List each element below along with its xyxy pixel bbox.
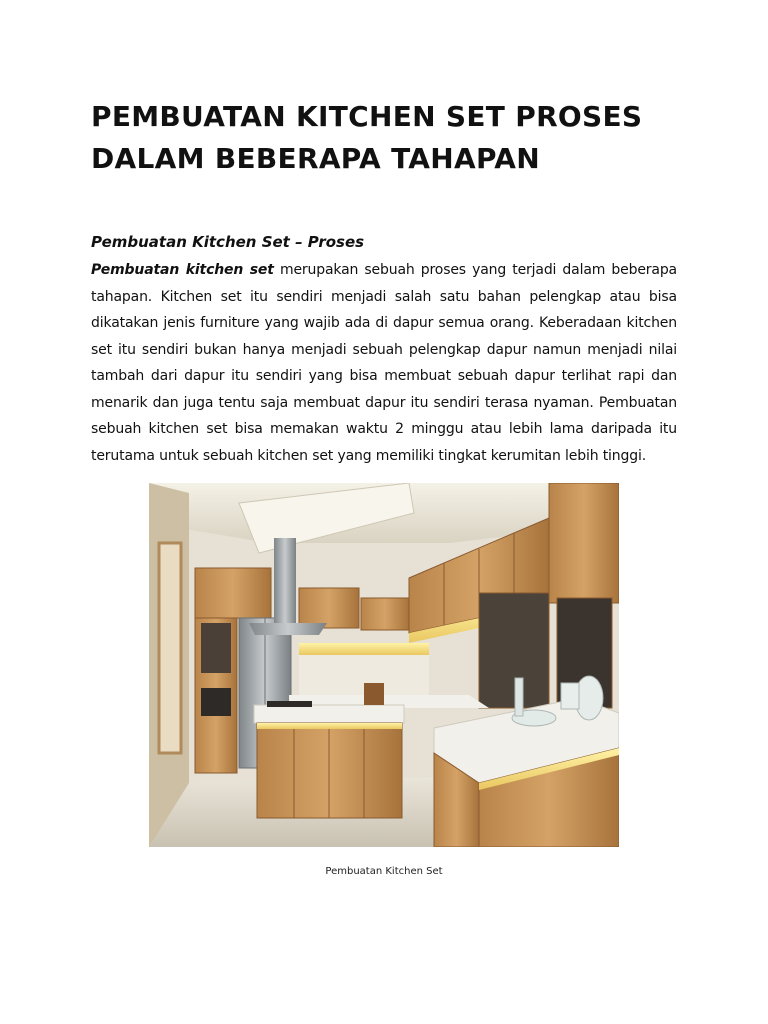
upper-left-cabinet bbox=[195, 568, 271, 618]
glass-cabinet bbox=[201, 623, 231, 673]
island-countertop bbox=[254, 705, 404, 723]
under-cabinet-light bbox=[299, 643, 429, 655]
tall-right-cabinet bbox=[549, 483, 619, 603]
glass-bottle bbox=[515, 678, 523, 716]
range-hood-chimney bbox=[274, 538, 296, 623]
page-title: PEMBUATAN KITCHEN SET PROSES DALAM BEBERAPA TAHAPAN bbox=[91, 100, 643, 175]
window bbox=[159, 543, 181, 753]
cooktop bbox=[267, 701, 312, 707]
paragraph-text: merupakan sebuah proses yang terjadi dalam beberapa tahapan. Kitchen set itu sendiri menjadi salah satu bahan pelengkap atau bisa dikatakan jenis furniture yang wajib ada di dapur semua orang. Keberadaan kitchen set itu sendiri bukan hanya menjadi sebuah pelengkap dapur namun menjadi nilai tambah dari dapur itu sendiri yang bisa membuat sebuah dapur terlihat rapi dan menarik dan juga tentu saja membuat dapur itu sendiri terasa nyaman. Pembuatan sebuah kitchen set bisa memakan waktu 2 minggu atau lebih lama daripada itu terutama untuk sebuah kitchen set yang memiliki tingkat kerumitan lebih tinggi. bbox=[91, 262, 677, 464]
range-hood bbox=[249, 623, 327, 635]
kitchen-set-photo bbox=[149, 483, 619, 847]
paragraph-lead: Pembuatan kitchen set bbox=[91, 262, 274, 278]
back-upper-cabinet bbox=[299, 588, 359, 628]
glass-door-cabinet bbox=[479, 593, 549, 708]
glass-jar bbox=[561, 683, 579, 709]
figure-caption: Pembuatan Kitchen Set bbox=[325, 866, 443, 877]
built-in-oven bbox=[201, 688, 231, 716]
section-heading: Pembuatan Kitchen Set – Proses bbox=[91, 233, 365, 251]
body-paragraph bbox=[91, 257, 677, 469]
kitchen-illustration bbox=[149, 483, 619, 847]
knife-block bbox=[364, 683, 384, 705]
